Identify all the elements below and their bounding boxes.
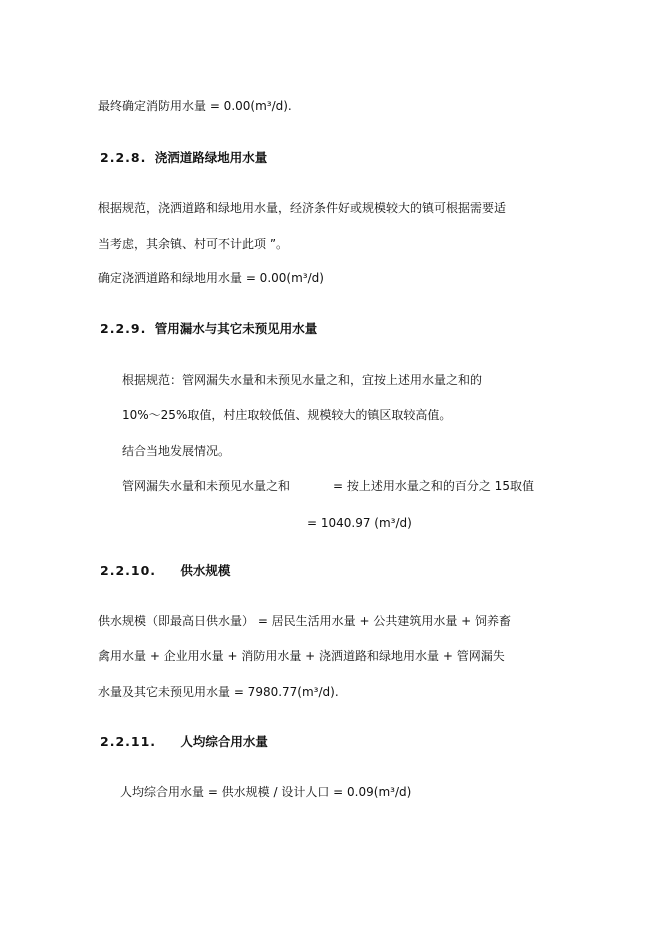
paragraph-line: 供水规模（即最高日供水量） = 居民生活用水量 + 公共建筑用水量 + 饲养畜	[98, 614, 512, 628]
formula-value: = 按上述用水量之和的百分之 15取值	[333, 479, 534, 493]
formula-label: 管网漏失水量和未预见水量之和	[122, 479, 291, 493]
paragraph-line: 根据规范，浇洒道路和绿地用水量，经济条件好或规模较大的镇可根据需要适	[98, 201, 507, 215]
paragraph-line: 禽用水量 + 企业用水量 + 消防用水量 + 浇洒道路和绿地用水量 + 管网漏失	[98, 649, 505, 663]
section-title: 人均综合用水量	[180, 734, 268, 749]
section-title: 管用漏水与其它未预见用水量	[154, 321, 318, 336]
section-number: 2.2.11.	[100, 734, 157, 749]
paragraph-line: 当考虑，其余镇、村可不计此项 ”。	[98, 237, 289, 251]
section-number: 2.2.8.	[100, 150, 147, 165]
paragraph-line: 根据规范：管网漏失水量和未预见水量之和，宜按上述用水量之和的	[122, 373, 483, 387]
section-title: 浇洒道路绿地用水量	[154, 150, 268, 165]
section-title: 供水规模	[180, 563, 231, 578]
paragraph-line: 10%～25%取值，村庄取较低值、规模较大的镇区取较高值。	[122, 408, 452, 422]
text-line-final-fire-water: 最终确定消防用水量 = 0.00(m³/d).	[98, 99, 292, 113]
formula-result: = 1040.97 (m³/d)	[307, 516, 412, 530]
section-heading-2-2-9	[100, 321, 317, 337]
section-number: 2.2.9.	[100, 321, 147, 336]
section-heading-2-2-8	[100, 150, 267, 166]
paragraph-line: 结合当地发展情况。	[122, 444, 231, 458]
paragraph-line: 水量及其它未预见用水量 = 7980.77(m³/d).	[98, 685, 339, 699]
text-line-road-green-water: 确定浇洒道路和绿地用水量 = 0.00(m³/d)	[98, 271, 324, 285]
section-heading-2-2-10	[100, 563, 230, 579]
section-heading-2-2-11	[100, 734, 268, 750]
formula-per-capita: 人均综合用水量 = 供水规模 / 设计人口 = 0.09(m³/d)	[120, 785, 412, 799]
section-number: 2.2.10.	[100, 563, 157, 578]
